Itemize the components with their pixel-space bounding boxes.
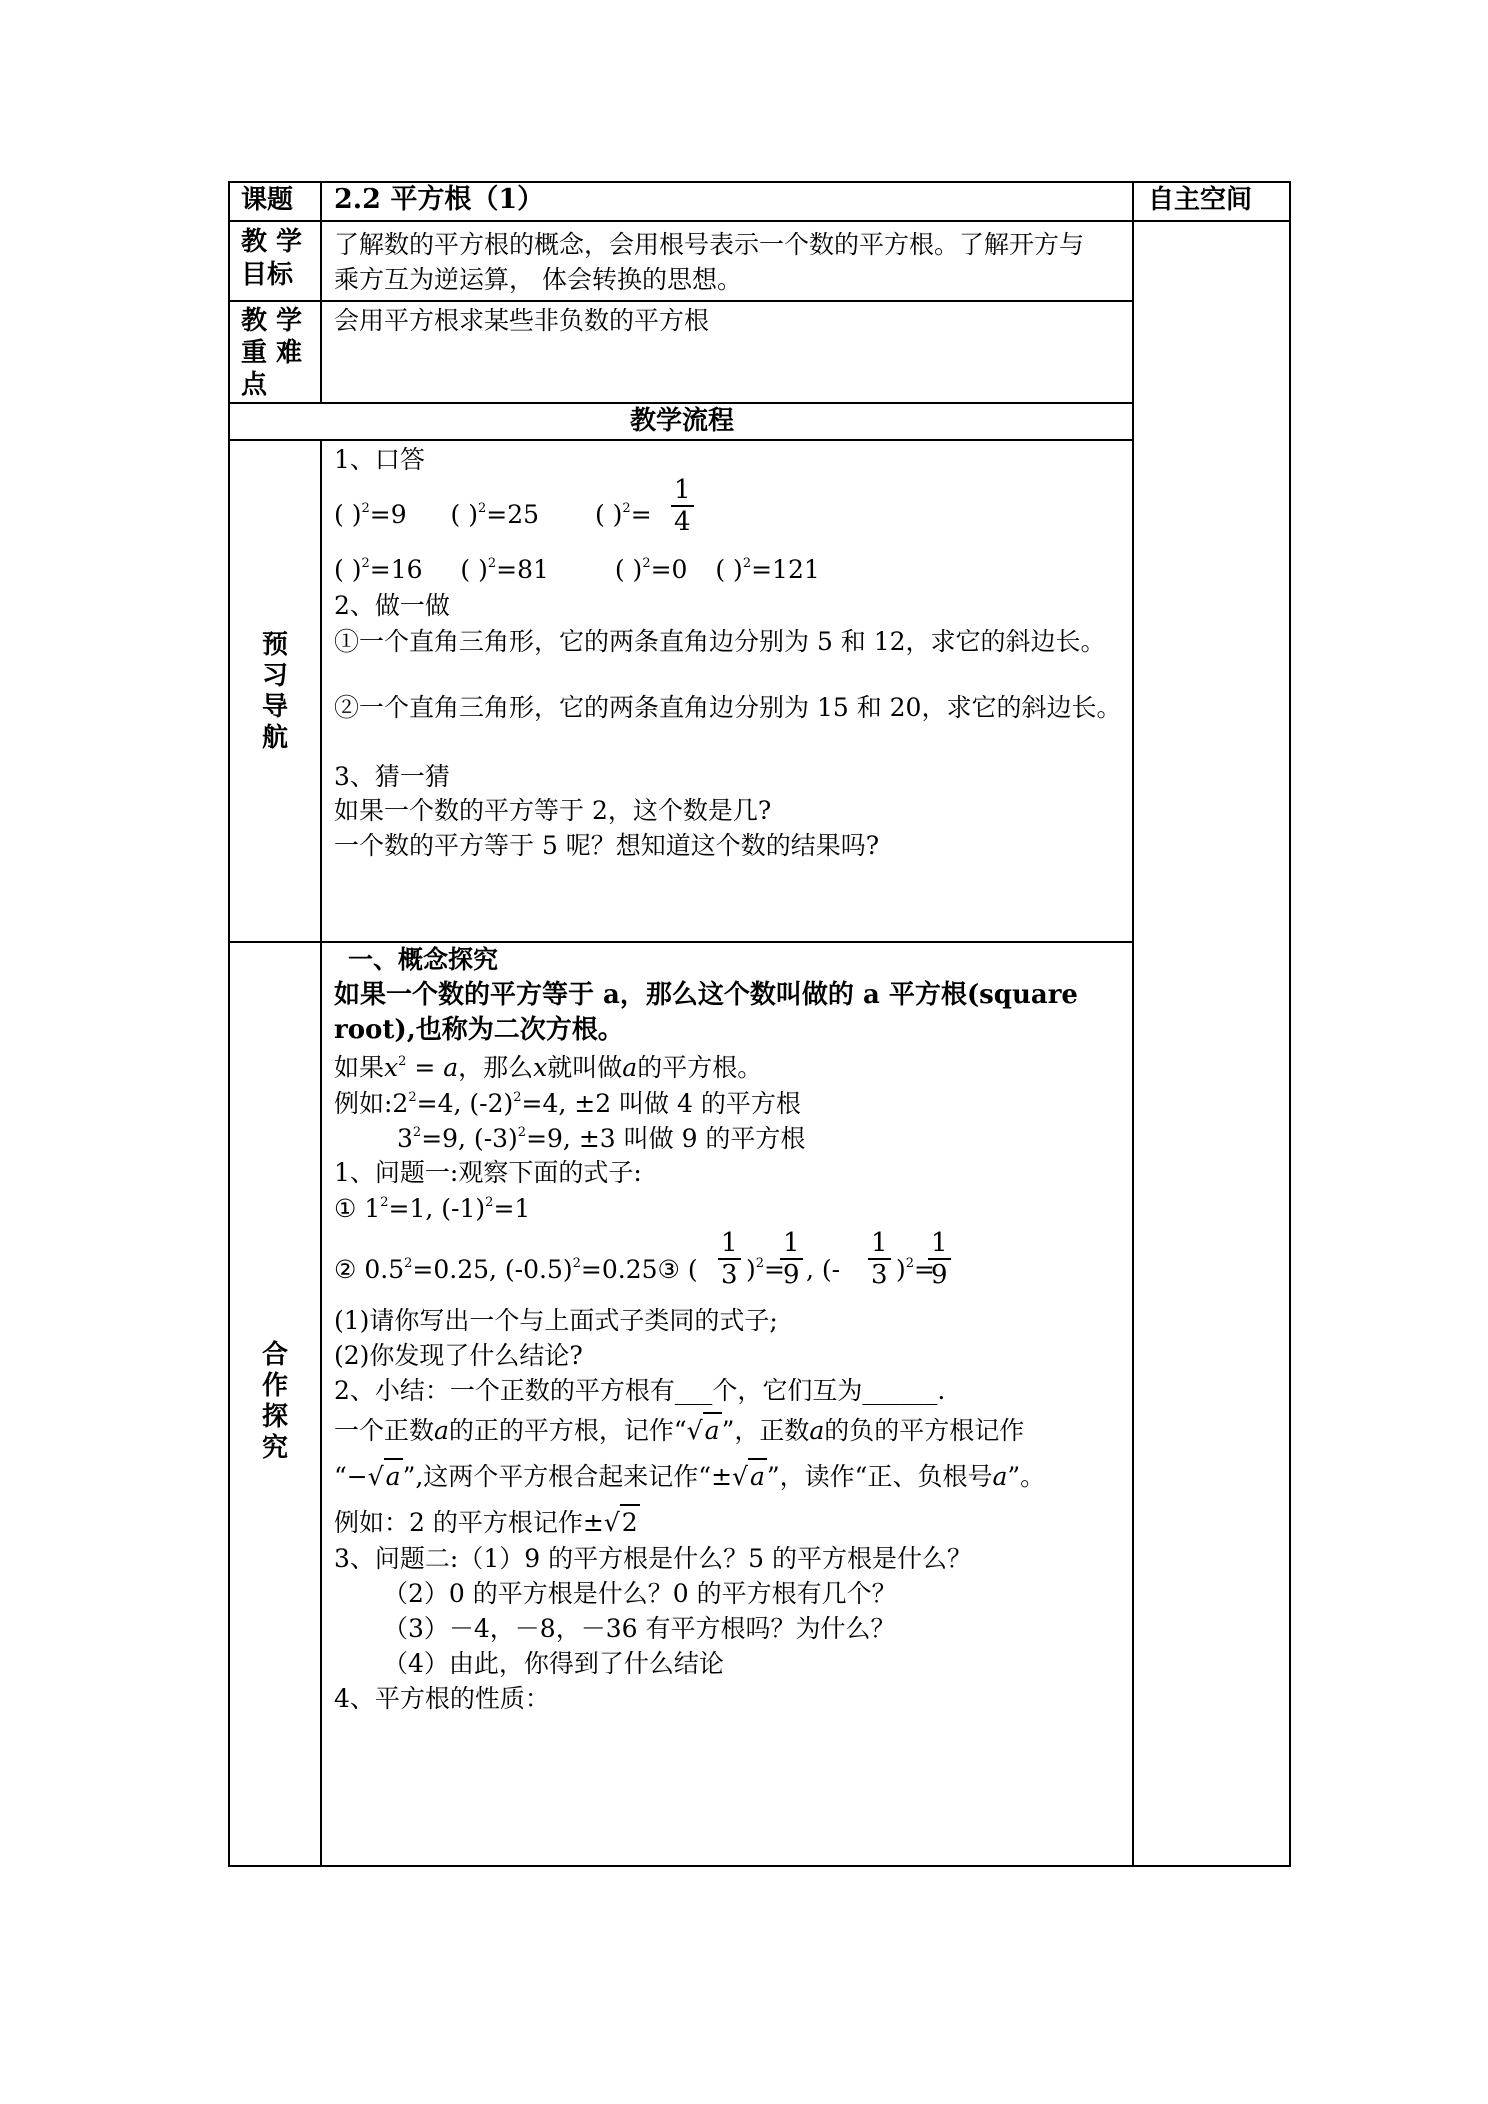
table-border [228, 181, 230, 1867]
explore-section-title: 一、概念探究 [348, 945, 499, 974]
flow-title: 教学流程 [630, 406, 735, 436]
example-line: $3^2=9$, $(-3)^2=9$, ±3 叫做 9 的平方根 [397, 1124, 806, 1153]
preview-label: 预习导航 [261, 630, 288, 753]
goal-label: 教 学 [241, 227, 303, 257]
preview-q3-b: 一个数的平方等于 5 呢？想知道这个数的结果吗? [334, 831, 880, 860]
difficulty-label: 教 学 [241, 306, 303, 336]
table-border [320, 181, 322, 402]
sqrt-notation-line: 一个正数a的正的平方根，记作“√a”，正数a的负的平方根记作 [334, 1412, 1024, 1448]
problem-one-b: )$^2$= [746, 1255, 785, 1284]
difficulty-label: 点 [241, 370, 268, 400]
table-border [228, 439, 1134, 441]
table-border [1289, 181, 1291, 1867]
example-sqrt-two: 例如：2 的平方根记作±√2 [334, 1504, 640, 1540]
problem-one-b: , (- [806, 1255, 841, 1284]
preview-row1: ( )$^2$=9 ( )$^2$=25 ( )$^2$= [334, 500, 652, 529]
preview-q2-title: 2、做一做 [334, 591, 450, 620]
problem-one-b: ② $0.5^2=0.25$, $(-0.5)^2=0.25③$ ( [334, 1255, 698, 1284]
problem-two-b: （2）0 的平方根是什么？0 的平方根有几个？ [383, 1579, 897, 1608]
problem-two-title: 3、问题二:（1）9 的平方根是什么？5 的平方根是什么？ [334, 1544, 972, 1573]
definition-line: 如果一个数的平方等于 a，那么这个数叫做的 a 平方根(square [334, 980, 1078, 1010]
fraction-one-quarter: $\frac{1}{4}$ [671, 475, 694, 537]
table-border [1132, 181, 1134, 1867]
definition-formula: 如果$x^2 = a$，那么x就叫做a的平方根。 [334, 1053, 763, 1082]
goal-text: 乘方互为逆运算， 体会转换的思想。 [334, 265, 742, 294]
preview-q2-b: ②一个直角三角形，它的两条直角边分别为 15 和 20，求它的斜边长。 [334, 693, 1122, 722]
lesson-title: 2.2 平方根（1） [334, 184, 545, 215]
problem-three-title: 4、平方根的性质： [334, 1684, 550, 1713]
preview-q1-title: 1、口答 [334, 445, 425, 474]
side-column-title: 自主空间 [1148, 185, 1253, 215]
preview-q2-a: ①一个直角三角形，它的两条直角边分别为 5 和 12，求它的斜边长。 [334, 627, 1106, 656]
topic-label: 课题 [241, 185, 294, 215]
difficulty-text: 会用平方根求某些非负数的平方根 [334, 306, 710, 335]
summary-line: 2、小结：一个正数的平方根有___个，它们互为______. [334, 1376, 946, 1405]
goal-label: 目标 [241, 260, 294, 290]
problem-one-q1: (1)请你写出一个与上面式子类同的式子; [334, 1306, 778, 1335]
preview-q3-title: 3、猜一猜 [334, 762, 450, 791]
sqrt-notation-line: “−√a”,这两个平方根合起来记作“±√a”，读作“正、负根号a”。 [334, 1458, 1045, 1494]
problem-two-d: （4）由此，你得到了什么结论 [383, 1649, 724, 1678]
difficulty-label: 重 难 [241, 338, 303, 368]
example-line: 例如$:2^2=4$, $(-2)^2=4$, ±2 叫做 4 的平方根 [334, 1089, 801, 1118]
fraction-one-ninth: $\frac{1}{9}$ [928, 1228, 951, 1290]
preview-q3-a: 如果一个数的平方等于 2，这个数是几? [334, 796, 772, 825]
goal-text: 了解数的平方根的概念，会用根号表示一个数的平方根。了解开方与 [334, 230, 1085, 259]
problem-one-a: ① $1^2=1$, $(-1)^2=1$ [334, 1194, 531, 1223]
preview-row2: ( )$^2$=16 ( )$^2$=81 ( )$^2$=0 ( )$^2$=121 [334, 555, 820, 584]
fraction-one-third: $\frac{1}{3}$ [718, 1228, 741, 1290]
table-border [320, 439, 322, 1867]
problem-one-q2: (2)你发现了什么结论? [334, 1341, 583, 1370]
fraction-one-ninth: $\frac{1}{9}$ [780, 1228, 803, 1290]
fraction-one-third: $\frac{1}{3}$ [868, 1228, 891, 1290]
definition-line: root),也称为二次方根。 [334, 1015, 624, 1045]
problem-one-b: )$^2$= [896, 1255, 935, 1284]
table-border [228, 300, 1134, 302]
problem-two-c: （3）－4，－8，－36 有平方根吗？为什么？ [383, 1614, 896, 1643]
explore-label: 合作探究 [261, 1340, 288, 1463]
problem-one-title: 1、问题一:观察下面的式子: [334, 1158, 642, 1187]
